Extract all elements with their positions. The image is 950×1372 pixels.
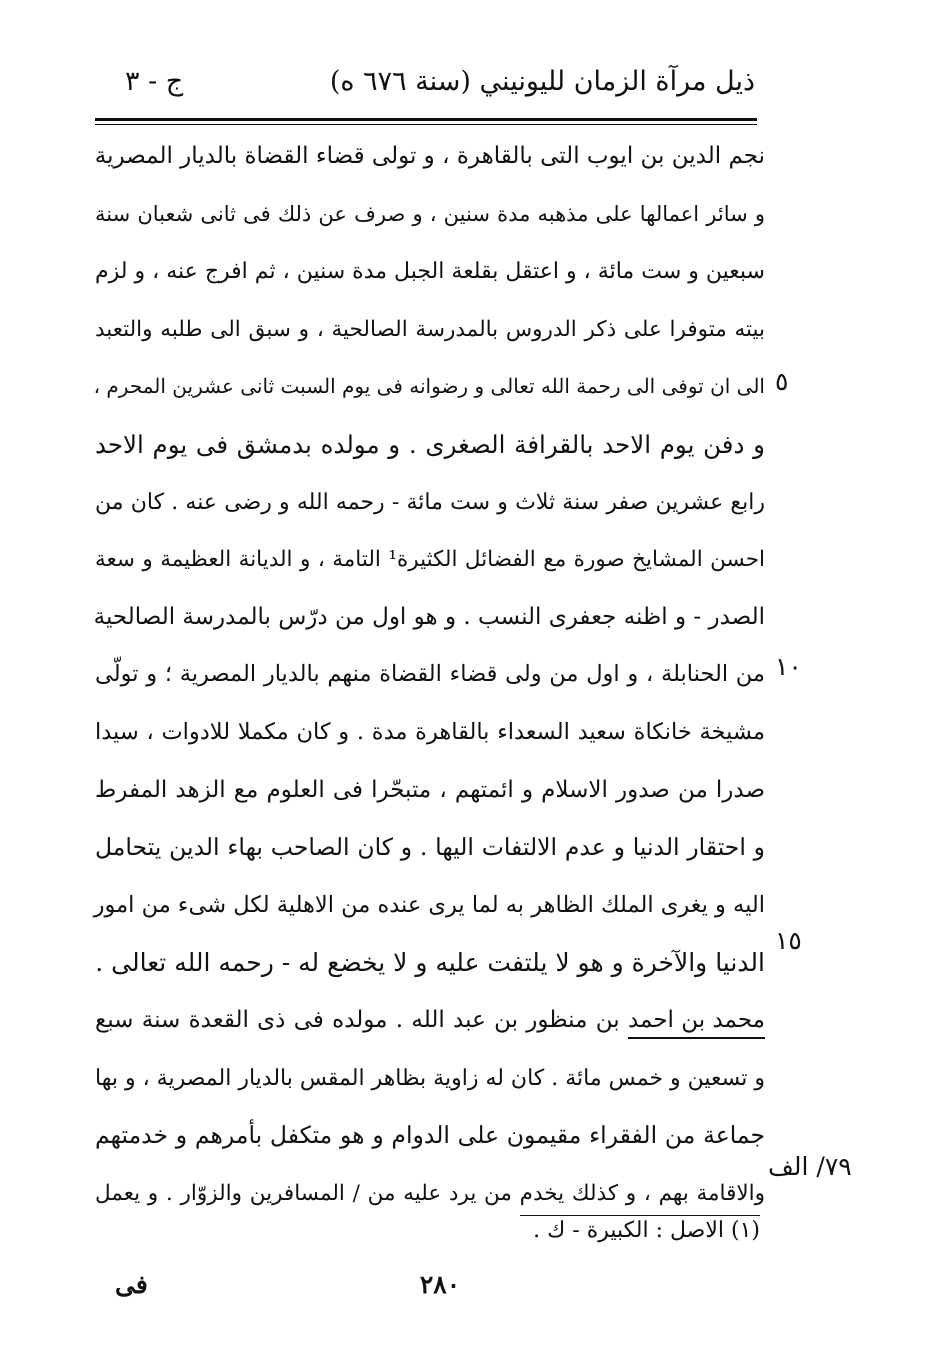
text-line-11: مشيخة خانكاة سعيد السعداء بالقاهرة مدة . و كان مكملا للادوات ، سيدا: [95, 718, 765, 745]
header-rule-thick: [95, 118, 757, 121]
text-line-4: بيته متوفرا على ذكر الدروس بالمدرسة الصالحية ، و سبق الى طلبه والتعبد: [95, 316, 765, 342]
text-line-10: من الحنابلة ، و اول من ولى قضاء القضاة منهم بالديار المصرية ؛ و تولّى: [95, 661, 765, 688]
text-line-15: الدنيا والآخرة و هو لا يلتفت عليه و لا يخضع له - رحمه الله تعالى .: [95, 948, 765, 978]
text-line-14: اليه و يغرى الملك الظاهر به لما يرى عنده من الاهلية لكل شىء من امور: [93, 891, 765, 918]
text-line-18: جماعة من الفقراء مقيمون على الدوام و هو متكفل بأمرهم و خدمتهم: [95, 1121, 766, 1150]
text-line-5: الى ان توفى الى رحمة الله تعالى و رضوانه فى يوم السبت ثانى عشرين المحرم ،: [93, 374, 765, 399]
text-line-9: الصدر - و اظنه جعفرى النسب . و هو اول من درّس بالمدرسة الصالحية: [93, 603, 765, 630]
footnote-rule: [520, 1215, 760, 1216]
margin-line-number-10: ١٠: [775, 652, 802, 681]
page-number: ٢٨٠: [419, 1270, 461, 1299]
text-line-19: والاقامة بهم ، و كذلك يخدم من يرد عليه من / المسافرين والزوّار . و يعمل: [95, 1180, 765, 1206]
text-line-17: و تسعين و خمس مائة . كان له زاوية بظاهر المقس بالديار المصرية ، و بها: [95, 1065, 765, 1091]
entry-name: محمد بن احمد: [628, 1003, 765, 1039]
header-rule-thin: [95, 124, 757, 125]
text-line-3: سبعين و ست مائة ، و اعتقل بقلعة الجبل مدة سنين ، ثم افرج عنه ، و لزم: [95, 259, 765, 285]
margin-line-number-5: ٥: [775, 367, 789, 396]
margin-folio-mark: ٧٩/ الف: [768, 1152, 852, 1181]
catchword: فى: [115, 1270, 148, 1299]
text-line-13: و احتقار الدنيا و عدم الالتفات اليها . و كان الصاحب بهاء الدين يتحامل: [95, 833, 765, 862]
text-line-16: [95, 992, 765, 1050]
entry-rest: بن منظور بن عبد الله . مولده فى ذى القعدة سنة سبع: [95, 1006, 620, 1033]
text-line-7: رابع عشرين صفر سنة ثلاث و ست مائة - رحمه الله و رضى عنه . كان من: [95, 489, 765, 515]
text-line-1: نجم الدين بن ايوب التى بالقاهرة ، و تولى قضاء القضاة بالديار المصرية: [94, 143, 765, 169]
text-line-6: و دفن يوم الاحد بالقرافة الصغرى . و مولده بدمشق فى يوم الاحد: [95, 429, 765, 459]
margin-line-number-15: ١٥: [775, 926, 802, 955]
text-line-12: صدرا من صدور الاسلام و ائمتهم ، متبحّرا فى العلوم مع الزهد المفرط: [95, 776, 765, 803]
body-text: [95, 128, 765, 1222]
running-header: [95, 60, 755, 110]
text-line-2: و سائر اعمالها على مذهبه مدة سنين ، و صرف عن ذلك فى ثانى شعبان سنة: [95, 201, 765, 226]
header-title: ذيل مرآة الزمان لليونيني (سنة ٦٧٦ ه): [329, 66, 755, 97]
header-volume: ج - ٣: [125, 66, 184, 97]
footnote: (١) الاصل : الكبيرة - ك .: [533, 1218, 760, 1243]
text-line-8: احسن المشايخ صورة مع الفضائل الكثيرة¹ التامة ، و الديانة العظيمة و سعة: [95, 547, 765, 573]
